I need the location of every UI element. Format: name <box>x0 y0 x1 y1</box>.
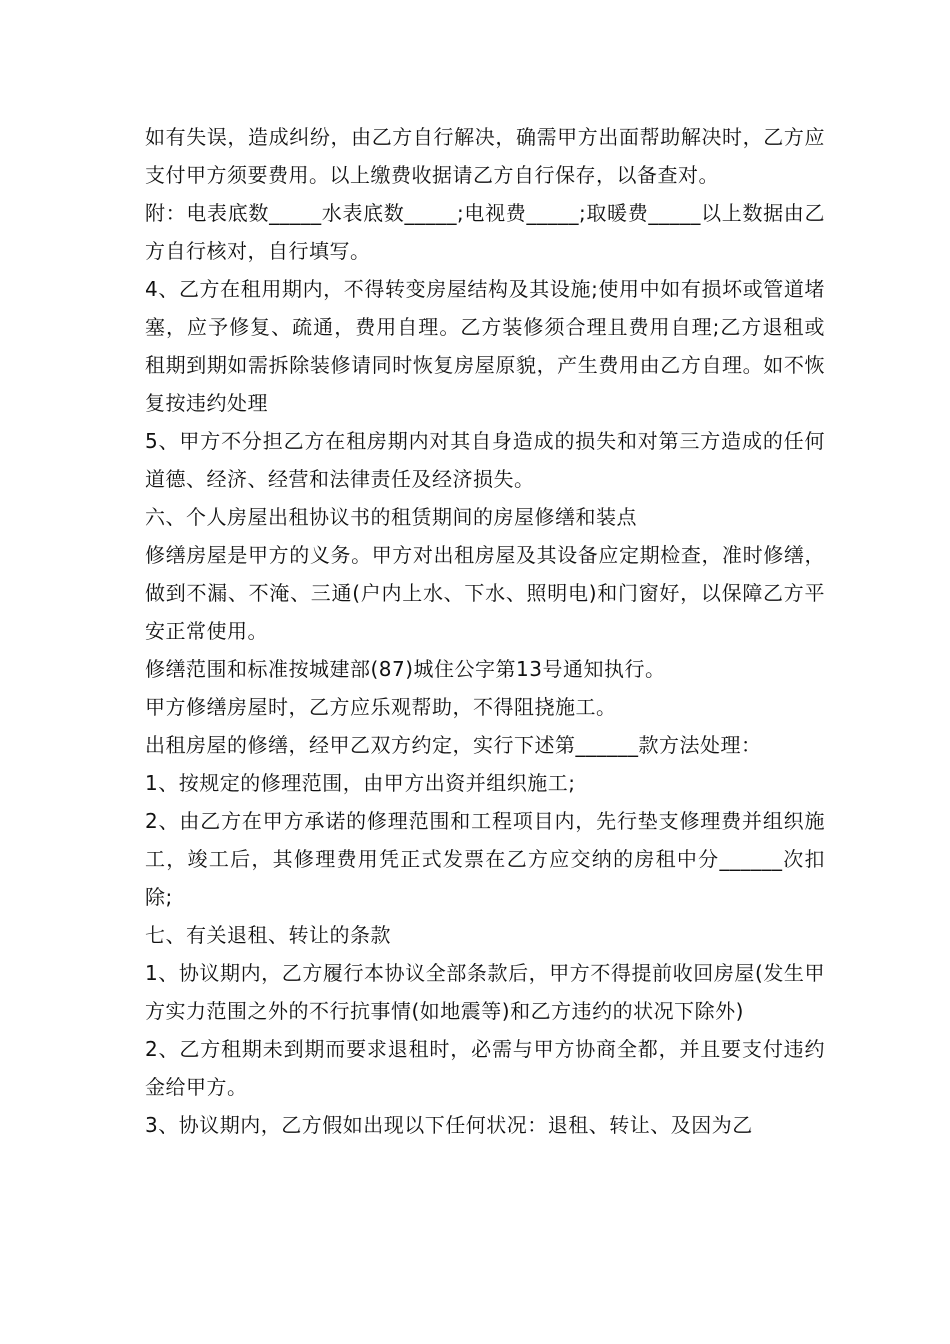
paragraph: 3、协议期内，乙方假如出现以下任何状况：退租、转让、及因为乙 <box>145 1113 753 1137</box>
paragraph: 1、按规定的修理范围，由甲方出资并组织施工; <box>145 771 576 795</box>
paragraph: 修缮房屋是甲方的义务。甲方对出租房屋及其设备应定期检查，准时修缮，做到不漏、不淹、三通(户内上水、下水、照明电)和门窗好，以保障乙方平安正常使用。 <box>145 543 825 643</box>
paragraph: 修缮范围和标准按城建部(87)城住公字第13号通知执行。 <box>145 657 666 681</box>
paragraph: 4、乙方在租用期内，不得转变房屋结构及其设施;使用中如有损坏或管道堵塞，应予修复、疏通，费用自理。乙方装修须合理且费用自理;乙方退租或租期到期如需拆除装修请同时恢复房屋原貌，产生费用由乙方自理。如不恢复按违约处理 <box>145 277 825 415</box>
paragraph: 1、协议期内，乙方履行本协议全部条款后，甲方不得提前收回房屋(发生甲方实力范围之外的不行抗事情(如地震等)和乙方违约的状况下除外) <box>145 961 825 1023</box>
section-heading: 六、个人房屋出租协议书的租赁期间的房屋修缮和装点 <box>145 505 637 529</box>
document-body <box>145 118 825 1144</box>
section-heading: 七、有关退租、转让的条款 <box>145 923 391 947</box>
paragraph: 2、由乙方在甲方承诺的修理范围和工程项目内，先行垫支修理费并组织施工，竣工后，其修理费用凭正式发票在乙方应交纳的房租中分______次扣除; <box>145 809 825 909</box>
paragraph: 甲方修缮房屋时，乙方应乐观帮助，不得阻挠施工。 <box>145 695 617 719</box>
paragraph: 附：电表底数_____水表底数_____;电视费_____;取暖费_____以上数据由乙方自行核对，自行填写。 <box>145 201 825 263</box>
paragraph: 2、乙方租期未到期而要求退租时，必需与甲方协商全都，并且要支付违约金给甲方。 <box>145 1037 825 1099</box>
paragraph: 5、甲方不分担乙方在租房期内对其自身造成的损失和对第三方造成的任何道德、经济、经营和法律责任及经济损失。 <box>145 429 825 491</box>
paragraph: 如有失误，造成纠纷，由乙方自行解决，确需甲方出面帮助解决时，乙方应支付甲方须要费用。以上缴费收据请乙方自行保存，以备查对。 <box>145 125 825 187</box>
paragraph: 出租房屋的修缮，经甲乙双方约定，实行下述第______款方法处理： <box>145 733 762 757</box>
